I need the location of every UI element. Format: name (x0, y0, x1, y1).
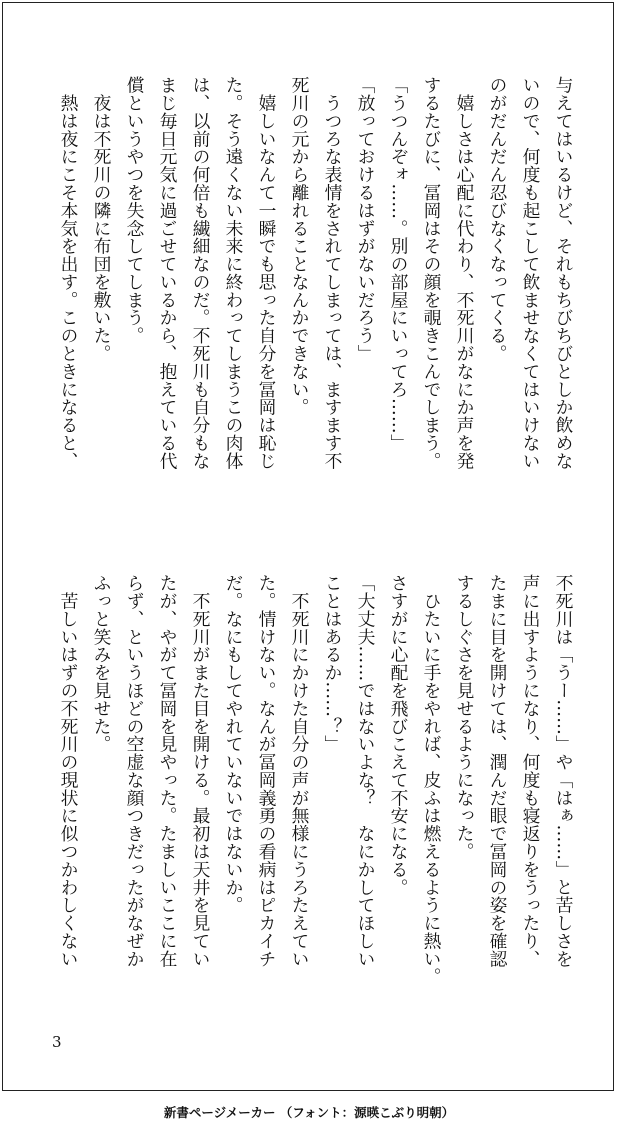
text-column: 「大丈夫……ではないよな？ なにかしてほしい (355, 574, 376, 968)
text-column: 与えてはいるけど、それもちびちびとしか飲めな (553, 76, 574, 470)
text-column: するしぐさを見せるようになった。 (454, 574, 475, 861)
text-column: た。そう遠くない未来に終わってしまうこの肉体 (223, 76, 244, 470)
text-column: 不死川がまた目を開ける。最初は天井を見てい (190, 574, 211, 968)
text-column: 嬉しいなんて一瞬でも思った自分を冨岡は恥じ (256, 76, 277, 470)
text-block-bottom (52, 574, 580, 1034)
text-column: だ。なにもしてやれていないではないか。 (223, 574, 244, 914)
text-column: 声に出すようになり、何度も寝返りをうったり、 (520, 574, 541, 968)
text-column: 「放っておけるはずがないだろう」 (355, 76, 376, 363)
text-column: いので、何度も起こして飲ませなくてはいけない (520, 76, 541, 470)
text-column: 不死川は「うー……」や「はぁ……」と苦しさを (553, 574, 574, 968)
text-column: さすがに心配を飛びこえて不安になる。 (388, 574, 409, 897)
text-column: 償というやつを失念してしまう。 (124, 76, 145, 345)
text-column: うつろな表情をされてしまっては、ますます不 (322, 76, 343, 470)
text-column: 夜は不死川の隣に布団を敷いた。 (91, 76, 112, 363)
text-column: のがだんだん忍びなくなってくる。 (487, 76, 508, 363)
text-column: は、以前の何倍も繊細なのだ。不死川も自分もな (190, 76, 211, 470)
text-column: た。情けない。なんが冨岡義勇の看病はピカイチ (256, 574, 277, 968)
text-column: まじ毎日元気に過ごせているから、抱えている代 (157, 76, 178, 470)
footer-caption: 新書ページメーカー （フォント：源暎こぶり明朝） (163, 1105, 455, 1120)
text-column: たまに目を開けては、潤んだ眼で冨岡の姿を確認 (487, 574, 508, 968)
text-column: 嬉しさは心配に代わり、不死川がなにか声を発 (454, 76, 475, 470)
text-column: 不死川にかけた自分の声が無様にうろたえてい (289, 574, 310, 968)
text-column: 苦しいはずの不死川の現状に似つかわしくない (58, 574, 79, 968)
page-number: 3 (52, 1033, 62, 1051)
text-column: ふっと笑みを見せた。 (91, 574, 112, 753)
text-column: 「うつんぞォ……。別の部屋にいってろ……」 (388, 76, 409, 452)
text-column: ことはあるか……？」 (322, 574, 343, 753)
text-column: たが、やがて冨岡を見やった。たましいここに在 (157, 574, 178, 968)
text-column: 熱は夜にこそ本気を出す。このときになると、 (58, 76, 79, 470)
text-block-top (52, 76, 580, 536)
text-column: するたびに、冨岡はその顔を覗きこんでしまう。 (421, 76, 442, 470)
text-column: 死川の元から離れることなんかできない。 (289, 76, 310, 416)
text-column: ひたいに手をやれば、皮ふは燃えるように熱い。 (421, 574, 442, 986)
text-column: らず、というほどの空虚な顔つきだったがなぜか (124, 574, 145, 968)
